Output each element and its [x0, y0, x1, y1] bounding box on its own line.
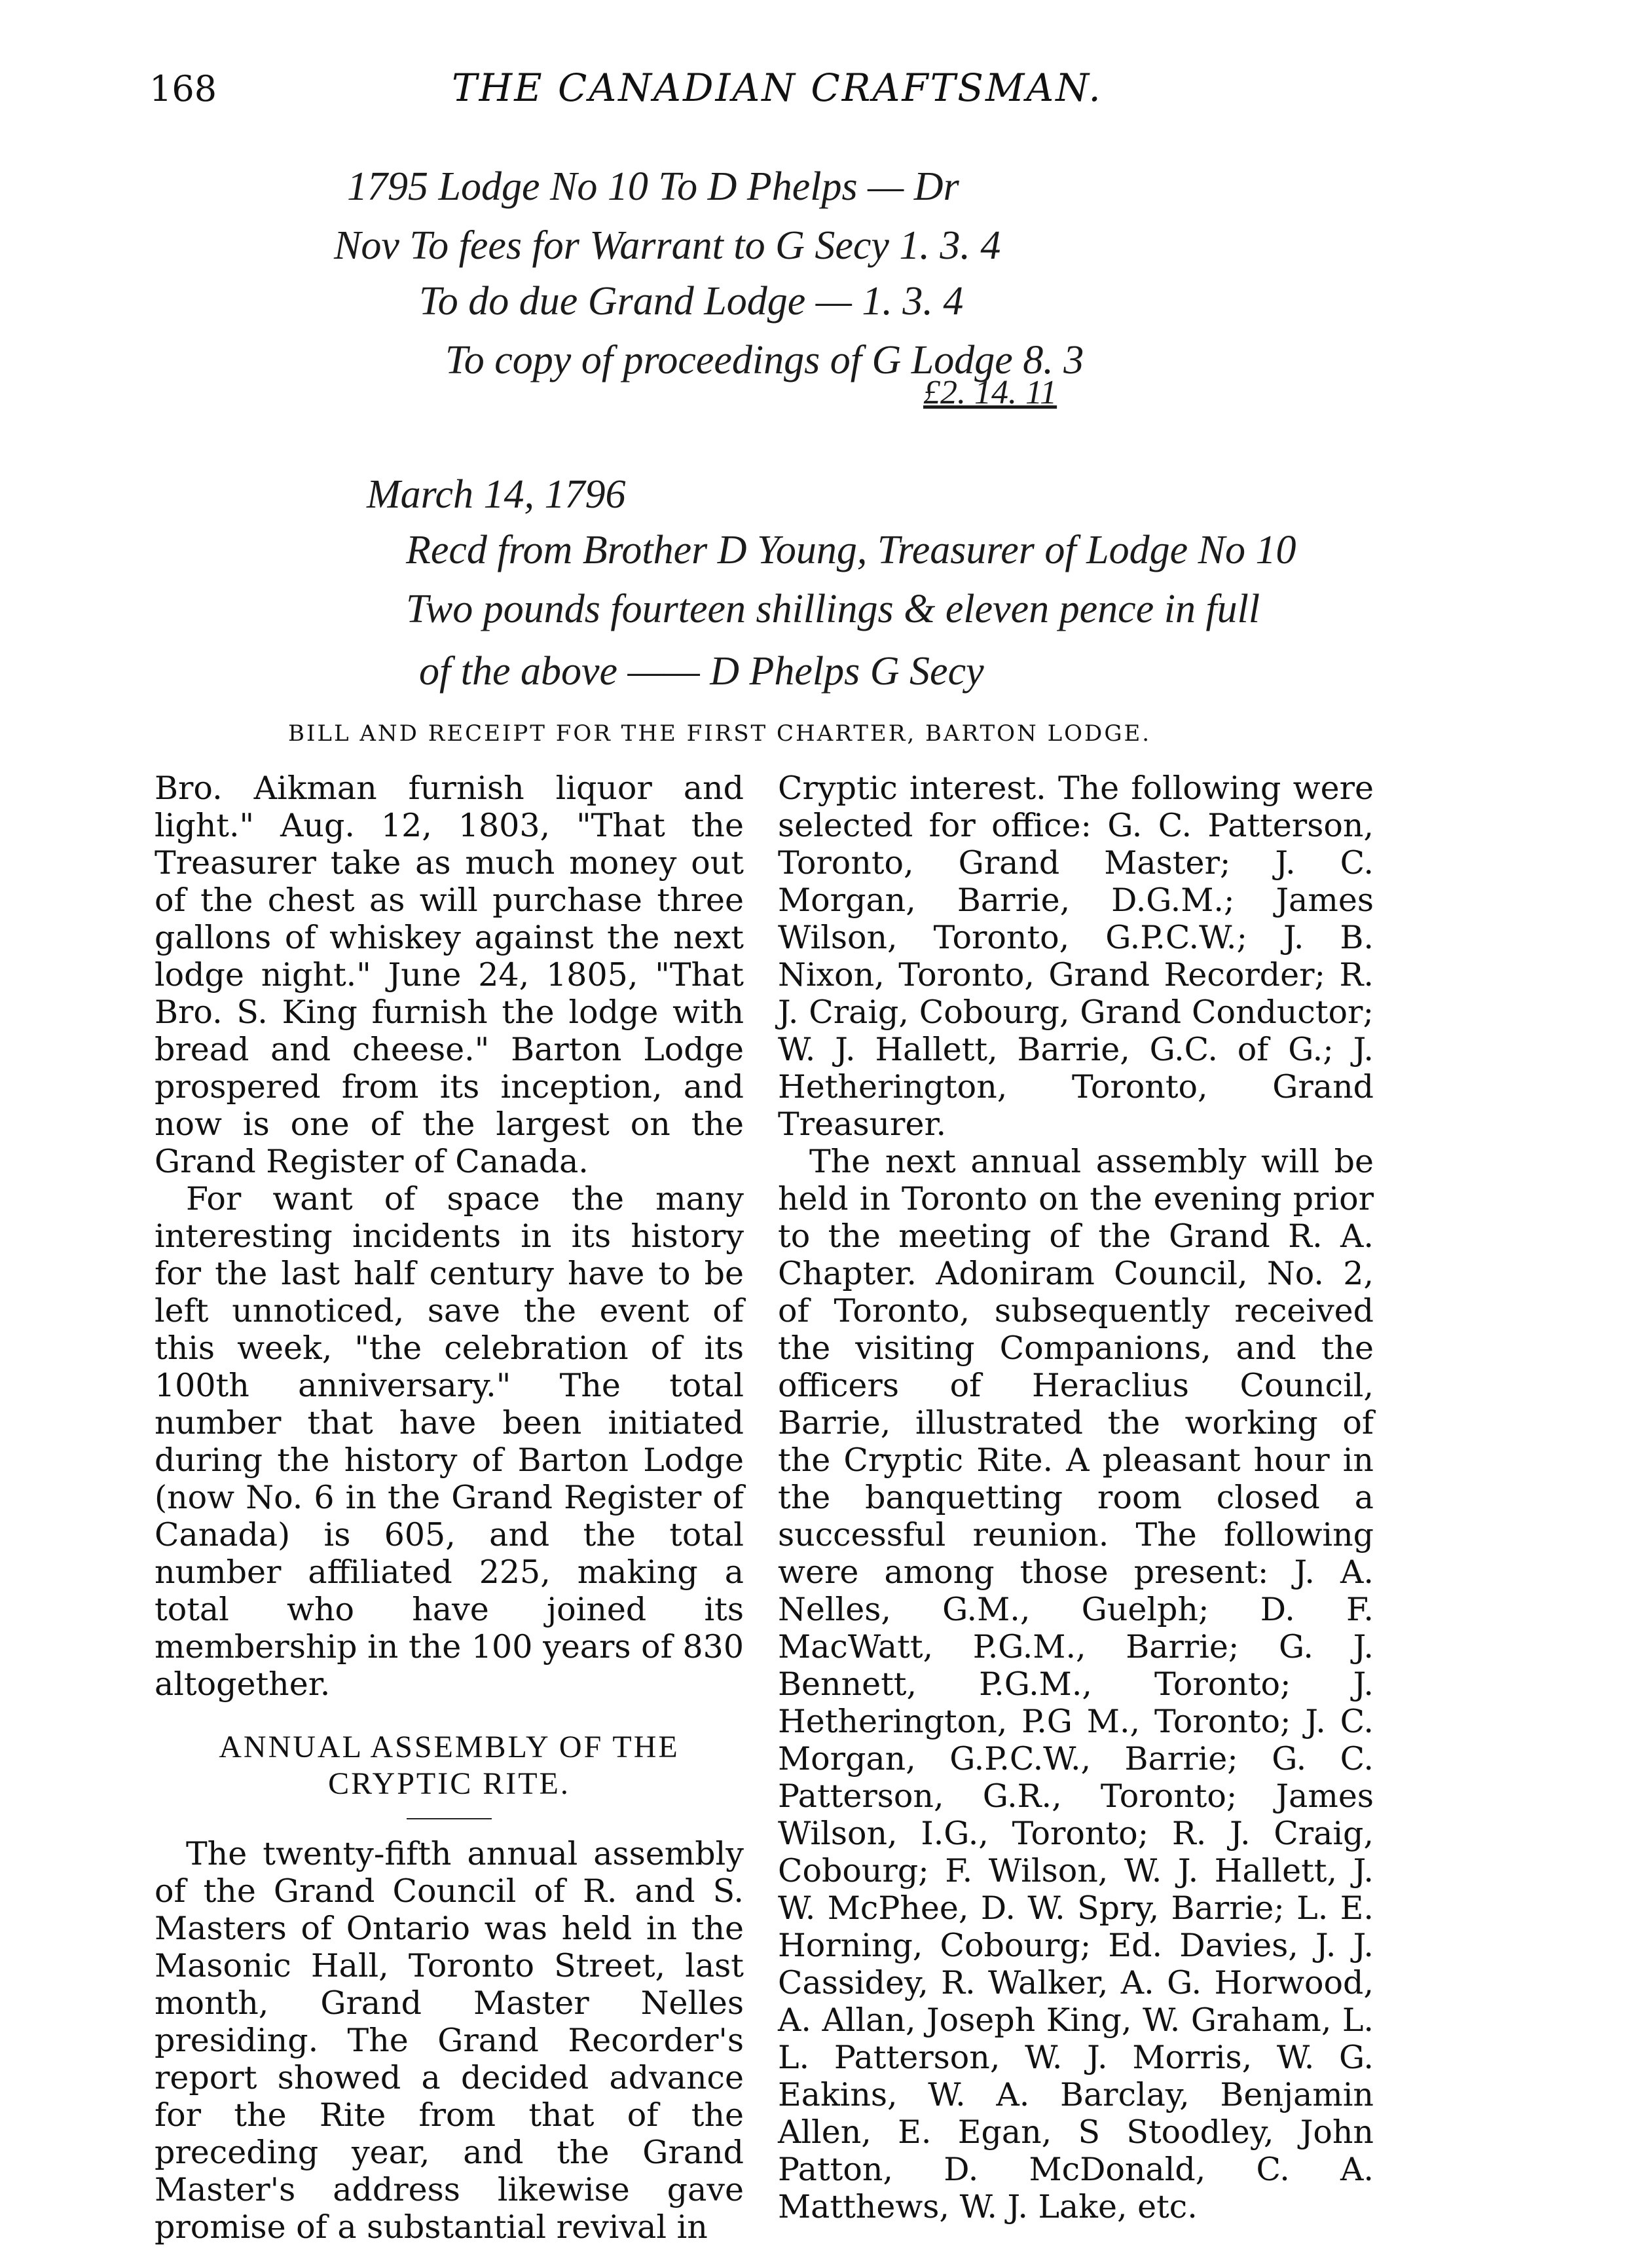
- paragraph: Cryptic interest. The following were selected for office: G. C. Patterson, Toronto, Grand Master; J. C. Morgan, Barrie, D.G.M.; James Wilson, Toronto, G.P.C.W.; J. B. Nixon, Toronto, Grand Recorder; R. J. Craig, Cobourg, Grand Conductor; W. J. Hallett, Barrie, G.C. of G.; J. Hetherington, Toronto, Grand Treasurer.: [778, 770, 1374, 1143]
- bill-line: To copy of proceedings of G Lodge 8. 3: [445, 338, 1084, 382]
- paragraph: Bro. Aikman furnish liquor and light." Aug. 12, 1803, "That the Treasurer take as much money out of the chest as will purchase three gallons of whiskey against the next lodge night." June 24, 1805, "That Bro. S. King furnish the lodge with bread and cheese." Barton Lodge prospered from its inception, and now is one of the largest on the Grand Register of Canada.: [155, 770, 744, 1180]
- divider: [407, 1818, 492, 1819]
- paragraph: The twenty-fifth annual assembly of the Grand Council of R. and S. Masters of Ontario was held in the Masonic Hall, Toronto Street, last month, Grand Master Nelles presiding. The Grand Recorder's report showed a decided advance for the Rite from that of the preceding year, and the Grand Master's address likewise gave promise of a substantial revival in: [155, 1835, 744, 2246]
- bill-total: £2. 14. 11: [923, 374, 1057, 411]
- running-title: THE CANADIAN CRAFTSMAN.: [452, 65, 1103, 110]
- bill-line: To do due Grand Lodge — 1. 3. 4: [419, 279, 964, 324]
- page-number: 168: [149, 68, 217, 109]
- figure-caption: BILL AND RECEIPT FOR THE FIRST CHARTER, BARTON LODGE.: [288, 720, 1152, 747]
- right-column: [778, 770, 1374, 2225]
- receipt-line: Two pounds fourteen shillings & eleven pence in full: [406, 587, 1260, 631]
- bill-line: Nov To fees for Warrant to G Secy 1. 3. 4: [334, 223, 1001, 268]
- left-column: [155, 770, 744, 2246]
- paragraph: For want of space the many interesting incidents in its history for the last half century have to be left unnoticed, save the event of this week, "the celebration of its 100th anniversary." The total number that have been initiated during the history of Barton Lodge (now No. 6 in the Grand Register of Canada) is 605, and the total number affiliated 225, making a total who have joined its membership in the 100 years of 830 altogether.: [155, 1180, 744, 1703]
- receipt-line: March 14, 1796: [367, 472, 626, 517]
- paragraph: The next annual assembly will be held in Toronto on the evening prior to the meeting of the Grand R. A. Chapter. Adoniram Council, No. 2, of Toronto, subsequently received the visiting Companions, and the officers of Heraclius Council, Barrie, illustrated the working of the Cryptic Rite. A pleasant hour in the banquetting room closed a successful reunion. The following were among those present: J. A. Nelles, G.M., Guelph; D. F. MacWatt, P.G.M., Barrie; G. J. Bennett, P.G.M., Toronto; J. Hetherington, P.G M., Toronto; J. C. Morgan, G.P.C.W., Barrie; G. C. Patterson, G.R., Toronto; James Wilson, I.G., Toronto; R. J. Craig, Cobourg; F. Wilson, W. J. Hallett, J. W. McPhee, D. W. Spry, Barrie; L. E. Horning, Cobourg; Ed. Davies, J. J. Cassidey, R. Walker, A. G. Horwood, A. Allan, Joseph King, W. Graham, L. L. Patterson, W. J. Morris, W. G. Eakins, W. A. Barclay, Benjamin Allen, E. Egan, S Stoodley, John Patton, D. McDonald, C. A. Matthews, W. J. Lake, etc.: [778, 1143, 1374, 2225]
- receipt-line: of the above —— D Phelps G Secy: [419, 649, 984, 694]
- receipt-line: Recd from Brother D Young, Treasurer of Lodge No 10: [406, 528, 1296, 572]
- section-heading: ANNUAL ASSEMBLY OF THE CRYPTIC RITE.: [219, 1730, 680, 1801]
- bill-line: 1795 Lodge No 10 To D Phelps — Dr: [347, 164, 959, 209]
